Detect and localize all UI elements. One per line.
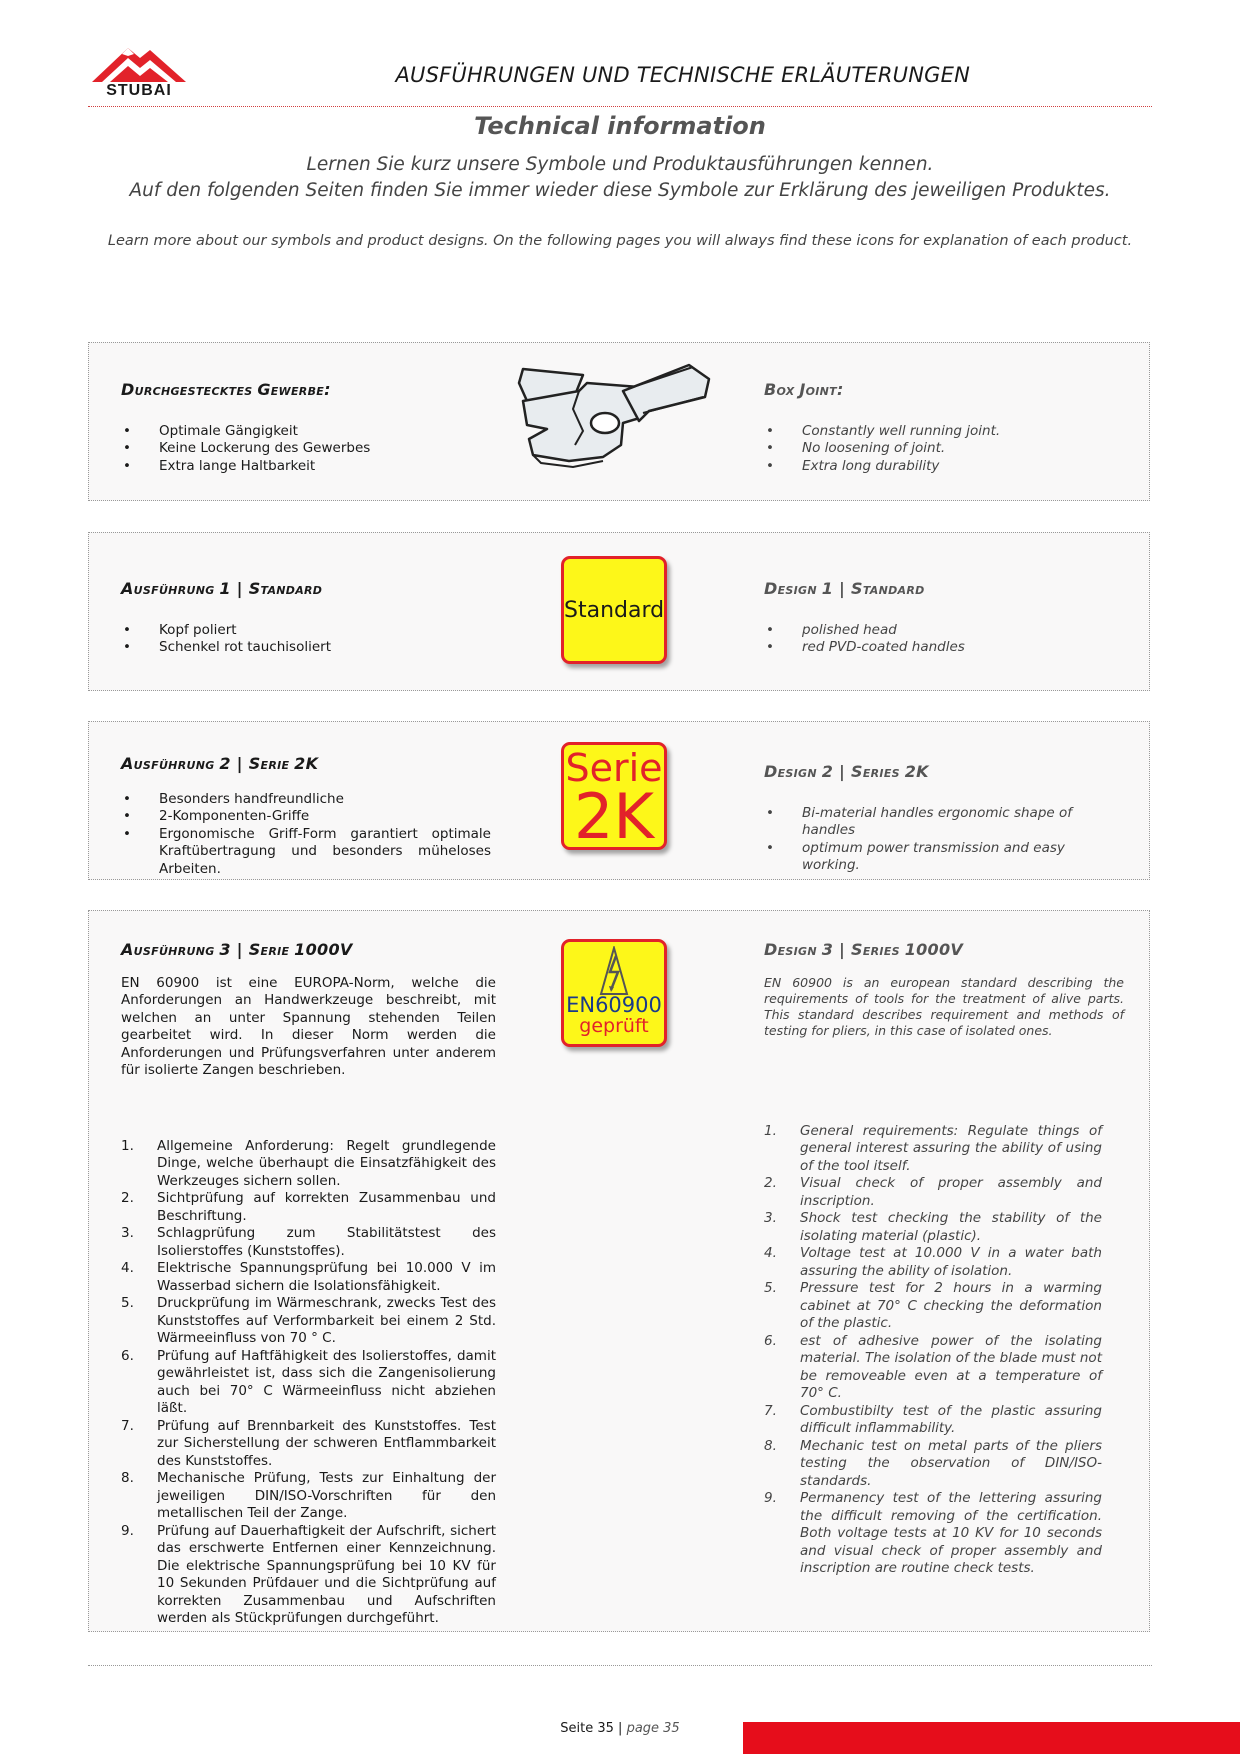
design-3-german-intro: EN 60900 ist eine EUROPA-Norm, welche die Anforderungen an Handwerkzeuge beschreibt, mit welchen an unter Spannung stehenden Teilen gearbeitet wird. In dieser Norm werden die Anforderungen und Prüfungsverfahren unter anderem für isolierte Zangen beschrieben.: [121, 974, 496, 1078]
list-item: 7. Combustibilty test of the plastic assuring difficult inflammability.: [764, 1402, 1102, 1436]
list-item: • Bi-material handles ergonomic shape of handles: [764, 805, 1124, 840]
en60900-badge-line-1: EN60900: [566, 993, 662, 1017]
list-item: 5. Druckprüfung im Wärmeschrank, zwecks Test des Kunststoffes auf Verformbarkeit bei einem 2 Std. Wärmeeinfluss von 70 ° C.: [121, 1295, 496, 1346]
intro-german: [60, 152, 1180, 204]
list-item: 3. Schlagprüfung zum Stabilitätstest des Isolierstoffes (Kunststoffes).: [121, 1225, 496, 1259]
design-1-german: [121, 580, 501, 657]
design-3-german-heading: Ausführung 3 | Serie 1000V: [121, 940, 353, 959]
design-1-english: [764, 580, 1124, 657]
serie-2k-badge-line-1: Serie: [565, 746, 663, 790]
list-item: • Ergonomische Griff-Form garantiert optimale Kraftübertragung und besonders müheloses Arbeiten.: [121, 826, 491, 879]
standard-badge-label: Standard: [564, 598, 665, 623]
list-item: 8. Mechanische Prüfung, Tests zur Einhaltung der jeweiligen DIN/ISO-Vorschriften für den metallischen Teil der Zange.: [121, 1470, 496, 1521]
list-item: • Constantly well running joint.: [764, 423, 1124, 441]
list-item: • polished head: [764, 622, 1124, 640]
design-3-english-list: [764, 1123, 1124, 1578]
intro-german-line-2: Auf den folgenden Seiten finden Sie immer wieder diese Symbole zur Erklärung des jeweiligen Produktes.: [129, 180, 1111, 201]
list-item: 5. Pressure test for 2 hours in a warming cabinet at 70° C checking the deformation of the plastic.: [764, 1280, 1102, 1331]
footer-divider: [88, 1665, 1152, 1666]
design-2-german-heading: Ausführung 2 | Serie 2K: [121, 754, 319, 773]
design-1-section: [88, 532, 1150, 691]
list-item: • 2-Komponenten-Griffe: [121, 808, 491, 826]
list-item: • Schenkel rot tauchisoliert: [121, 639, 501, 657]
list-item: 4. Elektrische Spannungsprüfung bei 10.000 V im Wasserbad sichern die Isolationsfähigkeit.: [121, 1260, 496, 1294]
list-item: 1. General requirements: Regulate things of general interest assuring the ability of using of the tool itself.: [764, 1122, 1102, 1174]
design-1-english-list: [764, 622, 1124, 657]
page-number-separator: |: [613, 1721, 627, 1736]
serie-2k-badge-line-2: 2K: [573, 780, 655, 850]
design-3-german-list: [121, 1138, 496, 1628]
page-subtitle: Technical information: [474, 112, 766, 140]
box-joint-pliers-icon: [513, 361, 713, 471]
list-item: • red PVD-coated handles: [764, 639, 1124, 657]
intro-english: Learn more about our symbols and product designs. On the following pages you will always find these icons for explanation of each product.: [107, 233, 1133, 249]
footer-accent-bar: [743, 1722, 1240, 1754]
en60900-badge-line-2: geprüft: [579, 1015, 649, 1037]
box-joint-german: [121, 381, 501, 475]
design-2-english-list: [764, 805, 1124, 875]
design-3-section: [88, 910, 1150, 1632]
list-item: 6. est of adhesive power of the isolating material. The isolation of the blade must not be removeable even at a temperature of 70° C.: [764, 1332, 1102, 1401]
design-3-english: [764, 941, 1124, 1578]
standard-badge: [561, 556, 667, 664]
header-divider: [88, 106, 1152, 107]
list-item: 4. Voltage test at 10.000 V in a water bath assuring the ability of isolation.: [764, 1245, 1102, 1279]
list-item: • Optimale Gängigkeit: [121, 423, 501, 441]
list-item: 2. Sichtprüfung auf korrekten Zusammenbau und Beschriftung.: [121, 1190, 496, 1224]
box-joint-english-heading: Box Joint:: [764, 380, 844, 399]
list-item: • optimum power transmission and easy working.: [764, 840, 1124, 875]
list-item: 3. Shock test checking the stability of the isolating material (plastic).: [764, 1210, 1102, 1244]
design-2-english-heading: Design 2 | Series 2K: [764, 762, 929, 781]
mountain-logo-icon: [88, 42, 190, 86]
list-item: 7. Prüfung auf Brennbarkeit des Kunststoffes. Test zur Sicherstellung der schweren Entflammbarkeit des Kunststoffes.: [121, 1417, 496, 1469]
list-item: 9. Permanency test of the lettering assuring the difficult removing of the certification. Both voltage tests at 10 KV for 10 seconds and visual check of proper assembly and inscription are routine check tests.: [764, 1490, 1102, 1576]
en60900-badge: [561, 939, 667, 1047]
design-1-german-list: [121, 622, 501, 657]
list-item: 9. Prüfung auf Dauerhaftigkeit der Aufschrift, sichert das erschwerte Entfernen einer Kennzeichnung. Die elektrische Spannungsprüfung bei 10 KV für 10 Sekunden Prüfdauer und die Sichtprüfung auf korrekten Zusammenbau und Aufschriften werden als Stückprüfungen durchgeführt.: [121, 1522, 496, 1626]
page-number-english: page 35: [626, 1721, 680, 1736]
list-item: 1. Allgemeine Anforderung: Regelt grundlegende Dinge, welche überhaupt die Einsatzfähigkeit des Werkzeuges sichern sollen.: [121, 1137, 496, 1189]
box-joint-german-heading: Durchgestecktes Gewerbe:: [121, 380, 331, 399]
design-2-english: [764, 763, 1124, 875]
design-2-section: [88, 721, 1150, 880]
list-item: • Extra lange Haltbarkeit: [121, 458, 501, 476]
list-item: 8. Mechanic test on metal parts of the pliers testing the observation of DIN/ISO-standards.: [764, 1437, 1102, 1489]
page-number-german: Seite 35: [560, 1721, 614, 1736]
list-item: 2. Visual check of proper assembly and inscription.: [764, 1175, 1102, 1209]
page-title: AUSFÜHRUNGEN UND TECHNISCHE ERLÄUTERUNGEN: [395, 63, 970, 87]
design-2-german-list: [121, 791, 491, 879]
intro-german-line-1: Lernen Sie kurz unsere Symbole und Produktausführungen kennen.: [306, 154, 934, 175]
list-item: 6. Prüfung auf Haftfähigkeit des Isolierstoffes, damit gewährleistet ist, dass sich die Zangenisolierung auch bei 70° C Wärmeeinfluss nicht abziehen läßt.: [121, 1347, 496, 1416]
design-3-english-heading: Design 3 | Series 1000V: [764, 940, 964, 959]
list-item: • No loosening of joint.: [764, 440, 1124, 458]
box-joint-english-list: [764, 423, 1124, 476]
brand-name: STUBAI: [106, 82, 172, 99]
stubai-logo: [88, 42, 190, 102]
box-joint-section: [88, 342, 1150, 501]
list-item: • Extra long durability: [764, 458, 1124, 476]
high-voltage-icon: [599, 946, 629, 998]
list-item: • Besonders handfreundliche: [121, 791, 491, 809]
design-1-german-heading: Ausführung 1 | Standard: [121, 579, 323, 598]
design-2-german: [121, 755, 491, 878]
design-1-english-heading: Design 1 | Standard: [764, 579, 925, 598]
box-joint-english: [764, 381, 1124, 475]
serie-2k-badge: [561, 742, 667, 850]
list-item: • Kopf poliert: [121, 622, 501, 640]
design-3-english-intro: EN 60900 is an european standard describing the requirements of tools for the treatment of alive parts. This standard describes requirement and methods of testing for pliers, in this case of isolated ones.: [764, 974, 1124, 1038]
box-joint-german-list: [121, 423, 501, 476]
design-3-german: [121, 941, 496, 1628]
list-item: • Keine Lockerung des Gewerbes: [121, 440, 501, 458]
